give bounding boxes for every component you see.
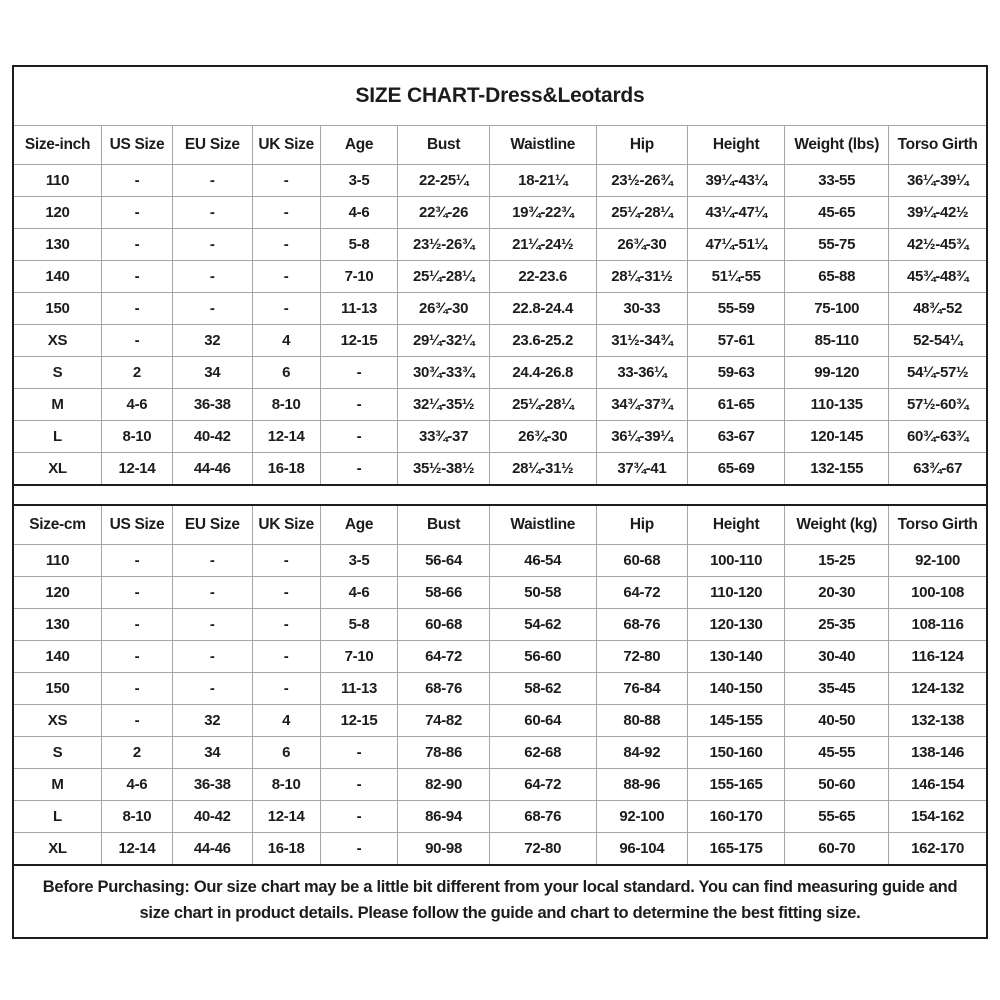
page-title: SIZE CHART-Dress&Leotards (14, 67, 986, 126)
table-cell: 54-62 (489, 609, 596, 641)
table-cell: 130-140 (688, 641, 785, 673)
table-row (14, 197, 986, 229)
table-cell: XS (14, 325, 101, 357)
table-row (14, 769, 986, 801)
table-cell: 64-72 (489, 769, 596, 801)
table-cell: 22.8-24.4 (489, 293, 596, 325)
table-cell: 47¼-51¼ (688, 229, 785, 261)
table-cell: XL (14, 833, 101, 865)
header-cell: US Size (101, 506, 172, 545)
table-cell: 64-72 (596, 577, 687, 609)
table-row (14, 609, 986, 641)
table-cell: 35½-38½ (398, 453, 489, 485)
header-cell: Bust (398, 126, 489, 165)
table-cell: 11-13 (320, 673, 398, 705)
table-cell: 100-110 (688, 545, 785, 577)
table-cell: 130 (14, 609, 101, 641)
header-cell: Age (320, 506, 398, 545)
table-cell: 82-90 (398, 769, 489, 801)
table-cell: 55-75 (785, 229, 889, 261)
table-cell: 26¾-30 (398, 293, 489, 325)
table-cell: 32 (172, 325, 252, 357)
table-cell: 7-10 (320, 261, 398, 293)
table-cell: 4-6 (320, 577, 398, 609)
table-cell: - (252, 261, 320, 293)
table-cell: 120-145 (785, 421, 889, 453)
table-cell: - (172, 577, 252, 609)
table-cell: 3-5 (320, 545, 398, 577)
table-cell: 150 (14, 293, 101, 325)
table-cell: S (14, 357, 101, 389)
table-cell: 110-120 (688, 577, 785, 609)
table-cell: 12-14 (101, 453, 172, 485)
table-cell: 76-84 (596, 673, 687, 705)
table-cell: 44-46 (172, 453, 252, 485)
header-cell: UK Size (252, 126, 320, 165)
table-cell: 26¾-30 (596, 229, 687, 261)
table-row (14, 641, 986, 673)
table-cell: 108-116 (889, 609, 986, 641)
table-cell: 59-63 (688, 357, 785, 389)
table-cell: - (172, 545, 252, 577)
table-cell: 99-120 (785, 357, 889, 389)
table-cell: 11-13 (320, 293, 398, 325)
table-cell: 2 (101, 737, 172, 769)
table-cell: 16-18 (252, 453, 320, 485)
table-cell: 68-76 (489, 801, 596, 833)
table-row (14, 673, 986, 705)
purchase-note (14, 864, 986, 937)
table-cell: 55-65 (785, 801, 889, 833)
table-cell: L (14, 421, 101, 453)
table-cell: 64-72 (398, 641, 489, 673)
table-cell: - (101, 577, 172, 609)
table-cell: - (320, 389, 398, 421)
table-cell: - (252, 609, 320, 641)
table-cell: 150 (14, 673, 101, 705)
header-row (14, 506, 986, 545)
table-cell: S (14, 737, 101, 769)
table-cell: 160-170 (688, 801, 785, 833)
table-cell: - (101, 641, 172, 673)
table-cell: - (172, 229, 252, 261)
table-cell: - (320, 453, 398, 485)
table-row (14, 737, 986, 769)
table-cell: 130 (14, 229, 101, 261)
table-cell: 8-10 (252, 769, 320, 801)
table-cell: 58-62 (489, 673, 596, 705)
table-cell: 154-162 (889, 801, 986, 833)
header-cell: Waistline (489, 506, 596, 545)
table-cell: - (101, 165, 172, 197)
table-cell: 12-14 (252, 421, 320, 453)
header-cell: UK Size (252, 506, 320, 545)
table-cell: 7-10 (320, 641, 398, 673)
table-cell: 45-65 (785, 197, 889, 229)
table-cell: 155-165 (688, 769, 785, 801)
table-cell: 68-76 (596, 609, 687, 641)
table-cell: 23.6-25.2 (489, 325, 596, 357)
header-cell: Hip (596, 506, 687, 545)
table-cell: 92-100 (596, 801, 687, 833)
table-row (14, 545, 986, 577)
table-cell: 85-110 (785, 325, 889, 357)
table-cell: 45-55 (785, 737, 889, 769)
table-cell: 2 (101, 357, 172, 389)
table-cell: 50-58 (489, 577, 596, 609)
table-cell: 3-5 (320, 165, 398, 197)
table-cell: 132-138 (889, 705, 986, 737)
table-cell: 43¼-47¼ (688, 197, 785, 229)
table-cell: 116-124 (889, 641, 986, 673)
table-cell: - (101, 293, 172, 325)
table-cell: M (14, 769, 101, 801)
table-cell: 72-80 (596, 641, 687, 673)
table-cell: - (172, 609, 252, 641)
table-cell: 84-92 (596, 737, 687, 769)
table-cell: 4 (252, 325, 320, 357)
table-row (14, 453, 986, 485)
table-cell: 30-40 (785, 641, 889, 673)
table-cell: 61-65 (688, 389, 785, 421)
table-cell: 60-70 (785, 833, 889, 865)
table-cell: 18-21¼ (489, 165, 596, 197)
table-cell: 33-55 (785, 165, 889, 197)
table-cell: - (320, 801, 398, 833)
table-cell: 80-88 (596, 705, 687, 737)
table-cell: 6 (252, 357, 320, 389)
table-cell: 26¾-30 (489, 421, 596, 453)
table-cell: 52-54¼ (889, 325, 986, 357)
table-cell: 16-18 (252, 833, 320, 865)
header-cell: EU Size (172, 126, 252, 165)
table-cell: 30-33 (596, 293, 687, 325)
table-cell: 34 (172, 737, 252, 769)
table-cell: 28¼-31½ (596, 261, 687, 293)
table-cell: - (101, 545, 172, 577)
table-row (14, 421, 986, 453)
table-cell: 4-6 (101, 389, 172, 421)
table-cell: 8-10 (101, 801, 172, 833)
table-cell: 120 (14, 197, 101, 229)
table-cell: 32¼-35½ (398, 389, 489, 421)
size-table-cm (14, 506, 986, 864)
table-cell: 36-38 (172, 769, 252, 801)
table-cell: 39¼-43¼ (688, 165, 785, 197)
table-cell: 22-23.6 (489, 261, 596, 293)
table-cell: 24.4-26.8 (489, 357, 596, 389)
table-cell: 37¾-41 (596, 453, 687, 485)
table-cell: - (172, 197, 252, 229)
table-cell: 145-155 (688, 705, 785, 737)
table-cell: 36-38 (172, 389, 252, 421)
table-cell: 65-69 (688, 453, 785, 485)
header-cell: Hip (596, 126, 687, 165)
table-cell: 140-150 (688, 673, 785, 705)
header-cell: Size-cm (14, 506, 101, 545)
table-cell: 51¼-55 (688, 261, 785, 293)
table-cell: 74-82 (398, 705, 489, 737)
purchase-note-line1: Before Purchasing: Our size chart may be a little bit different from your local standard. You can find measuring guide and (42, 878, 958, 896)
table-row (14, 801, 986, 833)
table-cell: - (252, 229, 320, 261)
table-cell: 30¾-33¾ (398, 357, 489, 389)
table-cell: - (252, 545, 320, 577)
table-cell: 35-45 (785, 673, 889, 705)
table-cell: 57½-60¾ (889, 389, 986, 421)
table-cell: 54¼-57½ (889, 357, 986, 389)
table-cell: - (172, 165, 252, 197)
table-cell: - (101, 673, 172, 705)
table-divider (14, 484, 986, 506)
table-cell: 28¼-31½ (489, 453, 596, 485)
table-cell: 92-100 (889, 545, 986, 577)
table-cell: 86-94 (398, 801, 489, 833)
table-cell: 96-104 (596, 833, 687, 865)
table-cell: - (101, 197, 172, 229)
table-cell: 39¼-42½ (889, 197, 986, 229)
table-cell: - (252, 197, 320, 229)
header-cell: EU Size (172, 506, 252, 545)
table-cell: 36¼-39¼ (596, 421, 687, 453)
table-cell: 57-61 (688, 325, 785, 357)
table-row (14, 261, 986, 293)
table-cell: 63¾-67 (889, 453, 986, 485)
table-cell: 25¼-28¼ (489, 389, 596, 421)
table-cell: 5-8 (320, 229, 398, 261)
table-cell: 8-10 (252, 389, 320, 421)
table-cell: - (101, 325, 172, 357)
table-cell: 56-64 (398, 545, 489, 577)
table-cell: 58-66 (398, 577, 489, 609)
table-cell: 4 (252, 705, 320, 737)
table-cell: XS (14, 705, 101, 737)
table-cell: - (101, 229, 172, 261)
table-cell: 140 (14, 261, 101, 293)
table-cell: 40-50 (785, 705, 889, 737)
table-cell: 60¾-63¾ (889, 421, 986, 453)
header-row (14, 126, 986, 165)
table-cell: 120 (14, 577, 101, 609)
table-cell: 22-25¼ (398, 165, 489, 197)
header-cell: Height (688, 506, 785, 545)
table-row (14, 577, 986, 609)
table-cell: 12-14 (252, 801, 320, 833)
table-cell: 78-86 (398, 737, 489, 769)
table-cell: 5-8 (320, 609, 398, 641)
table-cell: 90-98 (398, 833, 489, 865)
table-cell: 44-46 (172, 833, 252, 865)
table-cell: - (252, 641, 320, 673)
header-cell: Torso Girth (889, 126, 986, 165)
table-cell: 40-42 (172, 421, 252, 453)
table-cell: 88-96 (596, 769, 687, 801)
table-cell: - (101, 261, 172, 293)
table-cell: 75-100 (785, 293, 889, 325)
table-row (14, 165, 986, 197)
table-cell: 110 (14, 165, 101, 197)
table-cell: 150-160 (688, 737, 785, 769)
table-cell: - (252, 577, 320, 609)
table-cell: 60-68 (398, 609, 489, 641)
table-row (14, 325, 986, 357)
table-cell: 4-6 (101, 769, 172, 801)
table-cell: 29¼-32¼ (398, 325, 489, 357)
table-cell: - (101, 609, 172, 641)
table-cell: 15-25 (785, 545, 889, 577)
table-cell: 25-35 (785, 609, 889, 641)
table-cell: 42½-45¾ (889, 229, 986, 261)
table-cell: 165-175 (688, 833, 785, 865)
table-cell: 36¼-39¼ (889, 165, 986, 197)
table-cell: 68-76 (398, 673, 489, 705)
table-cell: 4-6 (320, 197, 398, 229)
table-cell: 140 (14, 641, 101, 673)
table-cell: 100-108 (889, 577, 986, 609)
table-row (14, 357, 986, 389)
table-cell: - (252, 165, 320, 197)
table-cell: 50-60 (785, 769, 889, 801)
table-row (14, 293, 986, 325)
header-cell: US Size (101, 126, 172, 165)
table-cell: 40-42 (172, 801, 252, 833)
table-cell: 33-36¼ (596, 357, 687, 389)
table-cell: - (172, 641, 252, 673)
header-cell: Torso Girth (889, 506, 986, 545)
header-cell: Height (688, 126, 785, 165)
table-cell: 20-30 (785, 577, 889, 609)
table-cell: - (320, 833, 398, 865)
table-cell: 65-88 (785, 261, 889, 293)
table-cell: 25¼-28¼ (596, 197, 687, 229)
table-cell: 22¾-26 (398, 197, 489, 229)
table-cell: 132-155 (785, 453, 889, 485)
table-cell: - (320, 421, 398, 453)
table-cell: 138-146 (889, 737, 986, 769)
header-cell: Bust (398, 506, 489, 545)
table-cell: 63-67 (688, 421, 785, 453)
size-chart-sheet (12, 65, 988, 939)
table-cell: 110 (14, 545, 101, 577)
table-cell: - (252, 673, 320, 705)
table-cell: 60-64 (489, 705, 596, 737)
table-cell: 55-59 (688, 293, 785, 325)
table-cell: 56-60 (489, 641, 596, 673)
table-cell: - (172, 293, 252, 325)
table-cell: 45¾-48¾ (889, 261, 986, 293)
table-cell: 110-135 (785, 389, 889, 421)
table-row (14, 389, 986, 421)
table-cell: XL (14, 453, 101, 485)
purchase-note-line2: size chart in product details. Please follow the guide and chart to determine the best fitting size. (139, 903, 861, 922)
table-cell: - (320, 769, 398, 801)
table-cell: 23½-26¾ (398, 229, 489, 261)
header-cell: Weight (kg) (785, 506, 889, 545)
table-cell: 146-154 (889, 769, 986, 801)
header-cell: Age (320, 126, 398, 165)
table-cell: - (172, 673, 252, 705)
table-cell: 46-54 (489, 545, 596, 577)
table-cell: 162-170 (889, 833, 986, 865)
header-cell: Weight (lbs) (785, 126, 889, 165)
table-cell: - (101, 705, 172, 737)
table-cell: 12-15 (320, 705, 398, 737)
table-cell: 62-68 (489, 737, 596, 769)
header-cell: Size-inch (14, 126, 101, 165)
table-cell: 6 (252, 737, 320, 769)
table-cell: 72-80 (489, 833, 596, 865)
table-cell: - (320, 357, 398, 389)
table-cell: L (14, 801, 101, 833)
table-cell: 21¼-24½ (489, 229, 596, 261)
table-cell: 34 (172, 357, 252, 389)
table-cell: 48¾-52 (889, 293, 986, 325)
table-cell: - (172, 261, 252, 293)
size-table-inch (14, 126, 986, 484)
table-row (14, 229, 986, 261)
table-cell: - (320, 737, 398, 769)
table-cell: 120-130 (688, 609, 785, 641)
table-row (14, 705, 986, 737)
table-cell: - (252, 293, 320, 325)
table-cell: 124-132 (889, 673, 986, 705)
table-cell: 19¾-22¾ (489, 197, 596, 229)
table-cell: 12-15 (320, 325, 398, 357)
table-cell: 32 (172, 705, 252, 737)
table-row (14, 833, 986, 865)
table-cell: 34¾-37¾ (596, 389, 687, 421)
table-cell: 23½-26¾ (596, 165, 687, 197)
table-cell: 8-10 (101, 421, 172, 453)
table-cell: 12-14 (101, 833, 172, 865)
table-cell: M (14, 389, 101, 421)
header-cell: Waistline (489, 126, 596, 165)
table-cell: 31½-34¾ (596, 325, 687, 357)
table-cell: 25¼-28¼ (398, 261, 489, 293)
table-cell: 60-68 (596, 545, 687, 577)
table-cell: 33¾-37 (398, 421, 489, 453)
